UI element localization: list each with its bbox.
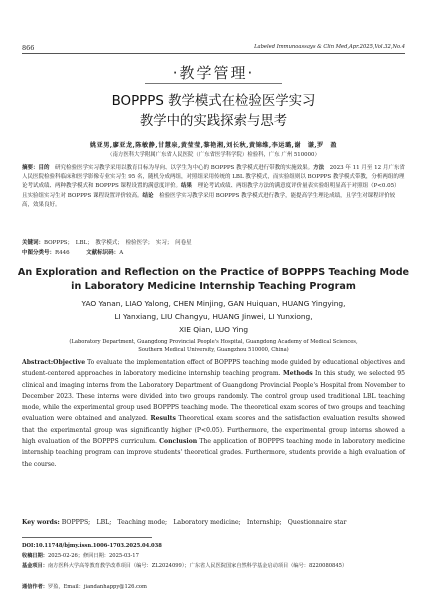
en-keywords-label: Key words:: [22, 519, 60, 526]
chinese-keywords: [22, 239, 405, 248]
chinese-abstract: [22, 164, 405, 210]
en-conclusion-text: The application of BOPPPS teaching mode in laboratory medicine internship teaching program can improve students' theoretical grades. Furthermore, students provide a high evaluation of the course.: [22, 438, 406, 468]
column-title-rule: [145, 83, 282, 84]
clc-label: 中图分类号：: [22, 250, 56, 256]
cn-objective-label: 目的: [38, 165, 50, 171]
corr-label: 通信作者：: [22, 584, 48, 590]
chinese-affiliation: （南方医科大学附属广东省人民医院（广东省医学科学院）检验科，广东 广州 510000）: [107, 152, 320, 158]
english-title: [0, 266, 427, 294]
english-authors-line2: LI Yanxiang, LIU Changyu, HUANG Jinwei, LI Yunxiong,: [114, 312, 313, 321]
english-authors-line1: YAO Yanan, LIAO Yalong, CHEN Minjing, GAN Huiquan, HUANG Yingying,: [81, 299, 346, 308]
chinese-title: [0, 92, 427, 132]
english-keywords: [22, 517, 346, 526]
doc-code-label: 文献标识码：: [86, 250, 120, 256]
cn-objective-text: 研究检验医学实习教学采用以教育目标为导向、以学生为中心的 BOPPPS 教学模式进行带教的实施效果。: [55, 165, 314, 171]
doi-line: [22, 542, 405, 551]
cn-results-text: 理论考试成绩、两组教学方法的满意度评价量表实验组明显高于对照组（P<0.05）且实验组实习生对 BOPPPS 课程设置评价较高。: [22, 183, 400, 199]
english-affiliation-line1: (Laboratory Department, Guangdong Provincial People's Hospital, Guangdong Academy of Medical Sciences,: [69, 339, 358, 345]
english-authors-line3: XIE Qian, LUO Ying: [178, 325, 249, 334]
en-methods-text: In this study, we selected 95 clinical and imaging interns from the Laboratory Department of Guangdong Provincial People's Hospital from November to December 2023. These interns were divided into two groups randomly. The control group used traditional LBL teaching mode, while the experimental group used BOPPPS teaching mode. The theoretical exam scores of two groups and teaching evaluation were obtained and analyzed.: [22, 370, 406, 423]
cn-keywords-text: BOPPPS； LBL； 教学模式； 检验医学； 实习； 问卷星: [44, 240, 192, 246]
page-number: 866: [22, 44, 35, 52]
chinese-authors: 姚亚男,廖亚龙,陈敏静,甘慧泉,黄莹莹,黎艳湘,刘长秋,黄锦维,李运璐,谢 谦,罗 盈: [89, 142, 338, 149]
cn-conclusion-label: 结论: [142, 192, 154, 199]
english-authors: [0, 297, 427, 336]
fund-value: 南方医科大学高等教育教学改革项目（编号：ZL2024099）；广东省人民医院国家自然科学基金启动项目（编号：8220080845）: [47, 563, 348, 569]
english-title-line1: An Exploration and Reflection on the Practice of BOPPPS Teaching Mode: [17, 267, 410, 278]
cn-methods-label: 方法: [313, 165, 325, 171]
doi-label: DOI:: [22, 543, 36, 549]
en-methods-label: Methods: [283, 370, 313, 378]
english-abstract: [22, 357, 405, 470]
english-affiliation: [0, 338, 427, 354]
cn-conclusion-text: 检验医学实习教学采用 BOPPPS 教学模式进行教学，能提高学生理论成绩，且学生对课程评价较高，效果良好。: [22, 192, 396, 208]
header-rule: [22, 53, 405, 54]
fund-info: [22, 562, 405, 571]
corr-value: 罗盈，Email：jiandanhappy@126.com: [47, 584, 147, 590]
en-abstract-label: Abstract:: [22, 359, 54, 366]
clc-value: R446: [55, 250, 70, 256]
column-title: ·教学管理·: [172, 64, 255, 82]
en-results-label: Results: [150, 415, 176, 423]
en-objective-text: To evaluate the implementation effect of BOPPPS teaching mode guided by educational objectives and student-centered approaches in laboratory medicine internship teaching program.: [22, 359, 405, 378]
en-results-text: Theoretical exam scores and the satisfaction evaluation results showed that the experimental group was significantly higher (P<0.05). Furthermore, the experimental group interns showed a high evaluation of the BOPPPS curriculum.: [22, 415, 406, 446]
doc-code-value: A: [119, 250, 124, 256]
en-conclusion-label: Conclusion: [159, 438, 198, 446]
chinese-title-line2: 教学中的实践探索与思考: [139, 114, 288, 129]
en-keywords-text: BOPPPS; LBL; Teaching mode; Laboratory medicine; Internship; Questionnaire star: [61, 519, 347, 526]
fund-label: 基金项目：: [22, 563, 48, 569]
chinese-abstract-label: 摘要：: [22, 165, 39, 171]
en-objective-label: Objective: [53, 359, 86, 366]
doi-value: 10.11748/bjmy.issn.1006-1703.2025.04.038: [35, 543, 162, 549]
chinese-title-line1: BOPPPS 教学模式在检验医学实习: [111, 94, 316, 109]
chinese-classification: [22, 249, 405, 258]
footnote-rule: [22, 537, 152, 538]
cn-results-label: 结果: [181, 183, 193, 190]
dates-label: 收稿日期：: [22, 553, 48, 559]
received-dates: [22, 552, 405, 561]
english-title-line2: in Laboratory Medicine Internship Teaching Program: [71, 281, 356, 292]
cn-keywords-label: 关键词：: [22, 240, 45, 246]
cn-methods-text: 2023 年 11 月至 12 月广东省人民医院检验科临床和医学影像专业实习生 95 名，随机分成两组，对照组采用传统的 LBL 教学模式，而实验组则以 BOPPPS 教学模式带教，分析两组的理论考试成绩、两种教学模式和 BOPPPS 课程设置的满意度评价。: [22, 165, 405, 190]
dates-value: 2025-02-26；修回日期：2025-03-17: [47, 553, 139, 559]
corresponding-author: [22, 583, 405, 592]
english-affiliation-line2: Southern Medical University, Guangzhou 510000, China): [138, 347, 289, 353]
journal-running-head: Labeled Immunoassays & Clin Med,Apr.2025,Vol.32,No.4: [254, 44, 405, 50]
